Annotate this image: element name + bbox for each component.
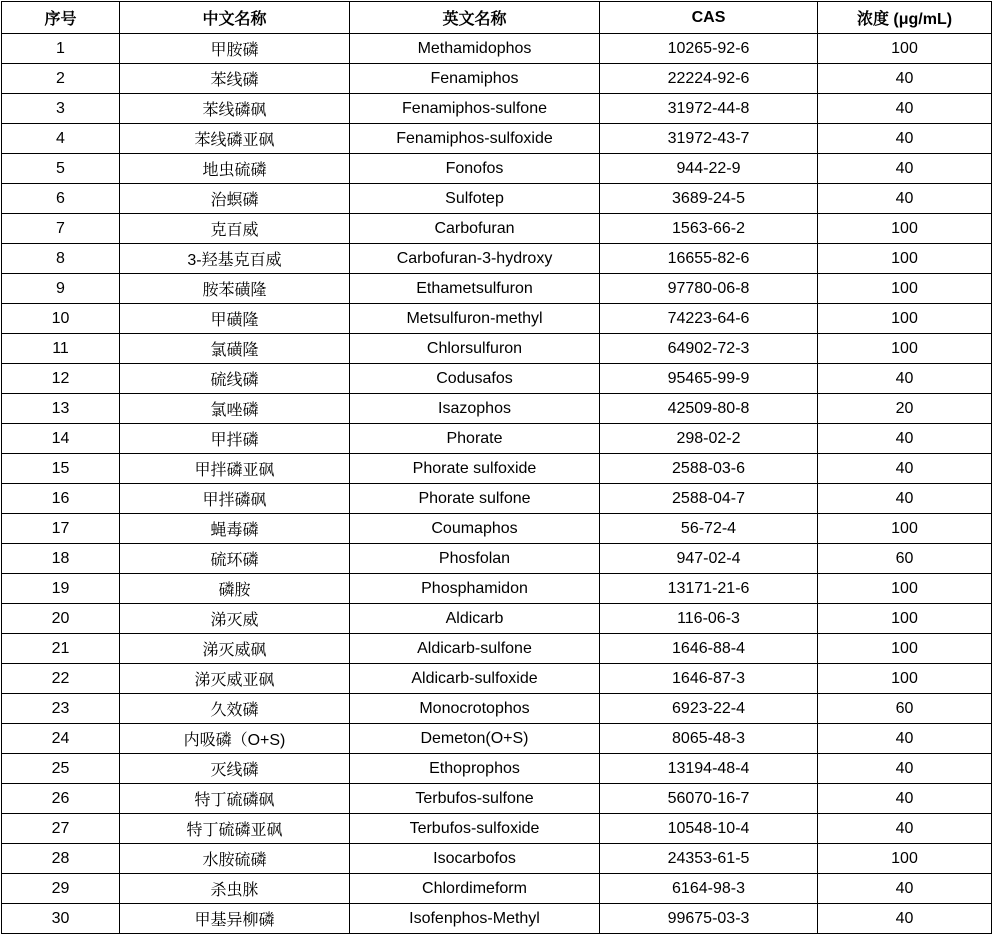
cell-chinese-name: 克百威 — [120, 214, 350, 244]
header-concentration: 浓度 (μg/mL) — [818, 2, 992, 34]
table-header-row — [2, 2, 992, 34]
cell-english-name: Coumaphos — [350, 514, 600, 544]
cell-index: 7 — [2, 214, 120, 244]
table-row — [2, 604, 992, 634]
cell-cas: 64902-72-3 — [600, 334, 818, 364]
table-row — [2, 124, 992, 154]
cell-cas: 31972-43-7 — [600, 124, 818, 154]
cell-cas: 42509-80-8 — [600, 394, 818, 424]
cell-concentration: 40 — [818, 154, 992, 184]
cell-concentration: 100 — [818, 304, 992, 334]
cell-english-name: Aldicarb-sulfoxide — [350, 664, 600, 694]
cell-index: 2 — [2, 64, 120, 94]
table-row — [2, 574, 992, 604]
table-row — [2, 424, 992, 454]
cell-cas: 1646-88-4 — [600, 634, 818, 664]
cell-cas: 16655-82-6 — [600, 244, 818, 274]
cell-concentration: 40 — [818, 754, 992, 784]
table-row — [2, 844, 992, 874]
table-row — [2, 334, 992, 364]
cell-index: 6 — [2, 184, 120, 214]
cell-index: 4 — [2, 124, 120, 154]
cell-index: 8 — [2, 244, 120, 274]
cell-chinese-name: 特丁硫磷亚砜 — [120, 814, 350, 844]
table-row — [2, 724, 992, 754]
cell-concentration: 40 — [818, 424, 992, 454]
cell-cas: 6164-98-3 — [600, 874, 818, 904]
cell-cas: 116-06-3 — [600, 604, 818, 634]
table-row — [2, 64, 992, 94]
cell-chinese-name: 胺苯磺隆 — [120, 274, 350, 304]
cell-index: 24 — [2, 724, 120, 754]
cell-chinese-name: 内吸磷（O+S) — [120, 724, 350, 754]
cell-index: 14 — [2, 424, 120, 454]
cell-index: 22 — [2, 664, 120, 694]
table-row — [2, 94, 992, 124]
table-row — [2, 754, 992, 784]
cell-chinese-name: 杀虫脒 — [120, 874, 350, 904]
table-row — [2, 784, 992, 814]
cell-english-name: Fonofos — [350, 154, 600, 184]
cell-cas: 2588-03-6 — [600, 454, 818, 484]
table-row — [2, 904, 992, 934]
cell-english-name: Fenamiphos-sulfoxide — [350, 124, 600, 154]
cell-concentration: 100 — [818, 574, 992, 604]
cell-concentration: 100 — [818, 274, 992, 304]
cell-cas: 31972-44-8 — [600, 94, 818, 124]
table-row — [2, 544, 992, 574]
cell-chinese-name: 灭线磷 — [120, 754, 350, 784]
cell-chinese-name: 甲胺磷 — [120, 34, 350, 64]
cell-concentration: 100 — [818, 214, 992, 244]
cell-chinese-name: 甲磺隆 — [120, 304, 350, 334]
cell-index: 12 — [2, 364, 120, 394]
cell-cas: 8065-48-3 — [600, 724, 818, 754]
cell-index: 20 — [2, 604, 120, 634]
cell-cas: 10548-10-4 — [600, 814, 818, 844]
cell-index: 21 — [2, 634, 120, 664]
cell-concentration: 40 — [818, 64, 992, 94]
cell-index: 18 — [2, 544, 120, 574]
cell-concentration: 40 — [818, 94, 992, 124]
cell-chinese-name: 特丁硫磷砜 — [120, 784, 350, 814]
cell-concentration: 100 — [818, 34, 992, 64]
pesticide-standards-table — [1, 1, 992, 934]
cell-index: 11 — [2, 334, 120, 364]
cell-concentration: 60 — [818, 544, 992, 574]
table-row — [2, 664, 992, 694]
cell-index: 13 — [2, 394, 120, 424]
cell-cas: 95465-99-9 — [600, 364, 818, 394]
cell-concentration: 40 — [818, 814, 992, 844]
cell-cas: 24353-61-5 — [600, 844, 818, 874]
cell-english-name: Carbofuran-3-hydroxy — [350, 244, 600, 274]
table-row — [2, 34, 992, 64]
cell-chinese-name: 硫线磷 — [120, 364, 350, 394]
cell-english-name: Carbofuran — [350, 214, 600, 244]
table-row — [2, 634, 992, 664]
cell-cas: 1646-87-3 — [600, 664, 818, 694]
table-row — [2, 514, 992, 544]
cell-concentration: 100 — [818, 634, 992, 664]
cell-index: 28 — [2, 844, 120, 874]
table-row — [2, 154, 992, 184]
cell-index: 30 — [2, 904, 120, 934]
cell-concentration: 40 — [818, 184, 992, 214]
cell-english-name: Phorate — [350, 424, 600, 454]
cell-concentration: 100 — [818, 334, 992, 364]
cell-chinese-name: 甲拌磷 — [120, 424, 350, 454]
cell-concentration: 100 — [818, 664, 992, 694]
cell-concentration: 40 — [818, 364, 992, 394]
table-row — [2, 484, 992, 514]
cell-concentration: 20 — [818, 394, 992, 424]
cell-english-name: Phosphamidon — [350, 574, 600, 604]
cell-index: 29 — [2, 874, 120, 904]
cell-english-name: Terbufos-sulfone — [350, 784, 600, 814]
cell-chinese-name: 甲基异柳磷 — [120, 904, 350, 934]
cell-cas: 99675-03-3 — [600, 904, 818, 934]
cell-cas: 22224-92-6 — [600, 64, 818, 94]
cell-english-name: Methamidophos — [350, 34, 600, 64]
cell-cas: 10265-92-6 — [600, 34, 818, 64]
cell-english-name: Fenamiphos-sulfone — [350, 94, 600, 124]
header-english-name: 英文名称 — [350, 2, 600, 34]
cell-index: 17 — [2, 514, 120, 544]
cell-cas: 13194-48-4 — [600, 754, 818, 784]
cell-concentration: 40 — [818, 874, 992, 904]
cell-concentration: 100 — [818, 844, 992, 874]
cell-english-name: Ethametsulfuron — [350, 274, 600, 304]
table-row — [2, 874, 992, 904]
cell-chinese-name: 涕灭威砜 — [120, 634, 350, 664]
cell-cas: 6923-22-4 — [600, 694, 818, 724]
cell-english-name: Codusafos — [350, 364, 600, 394]
cell-chinese-name: 地虫硫磷 — [120, 154, 350, 184]
table-row — [2, 814, 992, 844]
cell-chinese-name: 氯唑磷 — [120, 394, 350, 424]
header-cas: CAS — [600, 2, 818, 34]
cell-index: 27 — [2, 814, 120, 844]
cell-index: 5 — [2, 154, 120, 184]
cell-chinese-name: 涕灭威亚砜 — [120, 664, 350, 694]
cell-chinese-name: 久效磷 — [120, 694, 350, 724]
cell-index: 26 — [2, 784, 120, 814]
cell-english-name: Chlorsulfuron — [350, 334, 600, 364]
cell-index: 25 — [2, 754, 120, 784]
cell-english-name: Ethoprophos — [350, 754, 600, 784]
cell-cas: 944-22-9 — [600, 154, 818, 184]
table-row — [2, 454, 992, 484]
cell-cas: 298-02-2 — [600, 424, 818, 454]
cell-english-name: Isazophos — [350, 394, 600, 424]
cell-english-name: Isocarbofos — [350, 844, 600, 874]
table-row — [2, 244, 992, 274]
cell-english-name: Aldicarb — [350, 604, 600, 634]
table-row — [2, 364, 992, 394]
cell-concentration: 40 — [818, 724, 992, 754]
cell-cas: 3689-24-5 — [600, 184, 818, 214]
cell-concentration: 100 — [818, 244, 992, 274]
cell-english-name: Metsulfuron-methyl — [350, 304, 600, 334]
cell-concentration: 40 — [818, 784, 992, 814]
cell-cas: 56-72-4 — [600, 514, 818, 544]
cell-concentration: 40 — [818, 454, 992, 484]
table-row — [2, 214, 992, 244]
cell-english-name: Phorate sulfone — [350, 484, 600, 514]
cell-english-name: Monocrotophos — [350, 694, 600, 724]
header-index: 序号 — [2, 2, 120, 34]
cell-concentration: 60 — [818, 694, 992, 724]
cell-english-name: Sulfotep — [350, 184, 600, 214]
cell-chinese-name: 甲拌磷亚砜 — [120, 454, 350, 484]
cell-concentration: 100 — [818, 514, 992, 544]
cell-index: 3 — [2, 94, 120, 124]
cell-cas: 1563-66-2 — [600, 214, 818, 244]
cell-chinese-name: 苯线磷砜 — [120, 94, 350, 124]
cell-english-name: Isofenphos-Methyl — [350, 904, 600, 934]
cell-chinese-name: 硫环磷 — [120, 544, 350, 574]
cell-index: 15 — [2, 454, 120, 484]
cell-concentration: 40 — [818, 484, 992, 514]
table-row — [2, 184, 992, 214]
cell-index: 23 — [2, 694, 120, 724]
cell-chinese-name: 甲拌磷砜 — [120, 484, 350, 514]
table-row — [2, 304, 992, 334]
cell-english-name: Fenamiphos — [350, 64, 600, 94]
cell-cas: 74223-64-6 — [600, 304, 818, 334]
cell-chinese-name: 3-羟基克百威 — [120, 244, 350, 274]
cell-english-name: Phosfolan — [350, 544, 600, 574]
cell-chinese-name: 苯线磷 — [120, 64, 350, 94]
cell-chinese-name: 水胺硫磷 — [120, 844, 350, 874]
cell-english-name: Terbufos-sulfoxide — [350, 814, 600, 844]
cell-english-name: Phorate sulfoxide — [350, 454, 600, 484]
cell-chinese-name: 治螟磷 — [120, 184, 350, 214]
cell-concentration: 40 — [818, 124, 992, 154]
cell-cas: 97780-06-8 — [600, 274, 818, 304]
cell-concentration: 100 — [818, 604, 992, 634]
cell-index: 16 — [2, 484, 120, 514]
cell-chinese-name: 苯线磷亚砜 — [120, 124, 350, 154]
cell-cas: 947-02-4 — [600, 544, 818, 574]
cell-english-name: Demeton(O+S) — [350, 724, 600, 754]
table-row — [2, 394, 992, 424]
cell-english-name: Chlordimeform — [350, 874, 600, 904]
cell-english-name: Aldicarb-sulfone — [350, 634, 600, 664]
cell-chinese-name: 氯磺隆 — [120, 334, 350, 364]
cell-chinese-name: 涕灭威 — [120, 604, 350, 634]
header-chinese-name: 中文名称 — [120, 2, 350, 34]
table-row — [2, 274, 992, 304]
cell-index: 10 — [2, 304, 120, 334]
cell-index: 19 — [2, 574, 120, 604]
cell-concentration: 40 — [818, 904, 992, 934]
table-row — [2, 694, 992, 724]
cell-cas: 56070-16-7 — [600, 784, 818, 814]
cell-cas: 2588-04-7 — [600, 484, 818, 514]
cell-cas: 13171-21-6 — [600, 574, 818, 604]
cell-chinese-name: 磷胺 — [120, 574, 350, 604]
cell-chinese-name: 蝇毒磷 — [120, 514, 350, 544]
cell-index: 9 — [2, 274, 120, 304]
table-body — [2, 34, 992, 934]
cell-index: 1 — [2, 34, 120, 64]
